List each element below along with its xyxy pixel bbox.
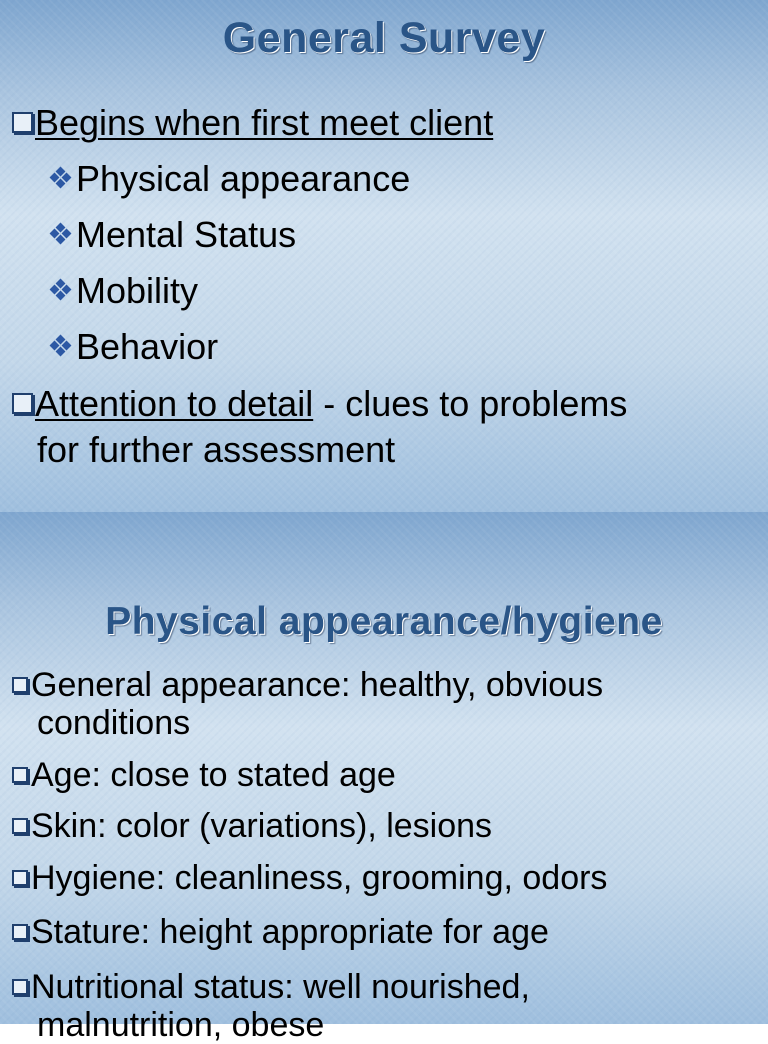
bullet-text: Begins when first meet client [35, 102, 494, 143]
diamond-bullet-icon [50, 167, 72, 189]
list-item-stature [12, 913, 549, 951]
list-item-skin [12, 807, 492, 845]
item-continuation: conditions [37, 704, 191, 742]
item-continuation: malnutrition, obese [37, 1006, 325, 1044]
bullet-attention [12, 384, 627, 424]
item-text: General appearance: healthy, obvious [31, 666, 604, 704]
item-text: Nutritional status: well nourished, [31, 968, 530, 1006]
list-item-age [12, 756, 396, 794]
diamond-bullet-icon [50, 335, 72, 357]
item-text: Hygiene: cleanliness, grooming, odors [31, 859, 608, 897]
item-text: Age: close to stated age [31, 756, 396, 794]
slide-general-survey [0, 0, 768, 512]
slide-title: Physical appearance/hygiene [105, 600, 663, 643]
item-text: Stature: height appropriate for age [31, 913, 549, 951]
diamond-bullet-icon [50, 279, 72, 301]
square-bullet-icon [12, 112, 33, 133]
slide-title: General Survey [222, 14, 546, 62]
square-bullet-icon [12, 677, 28, 693]
subitem-physical-appearance [50, 159, 410, 199]
list-item-general-appearance [12, 666, 603, 704]
slide-physical-appearance [0, 512, 768, 1044]
bullet-underlined-text: Attention to detail [35, 383, 314, 424]
square-bullet-icon [12, 818, 28, 834]
subitem-behavior [50, 327, 218, 367]
subitem-text: Behavior [76, 326, 219, 367]
subitem-text: Mobility [76, 270, 199, 311]
list-item-hygiene [12, 859, 607, 897]
bullet-begins [12, 103, 493, 143]
bullet-rest-text: - clues to problems [313, 383, 628, 424]
square-bullet-icon [12, 979, 28, 995]
subitem-mobility [50, 271, 198, 311]
subitem-mental-status [50, 215, 296, 255]
subitem-text: Mental Status [76, 214, 297, 255]
square-bullet-icon [12, 767, 28, 783]
bullet-continuation: for further assessment [37, 429, 396, 470]
square-bullet-icon [12, 924, 28, 940]
list-item-nutritional-status [12, 968, 530, 1006]
square-bullet-icon [12, 393, 33, 414]
square-bullet-icon [12, 870, 28, 886]
item-text: Skin: color (variations), lesions [31, 807, 493, 845]
diamond-bullet-icon [50, 223, 72, 245]
subitem-text: Physical appearance [76, 158, 411, 199]
